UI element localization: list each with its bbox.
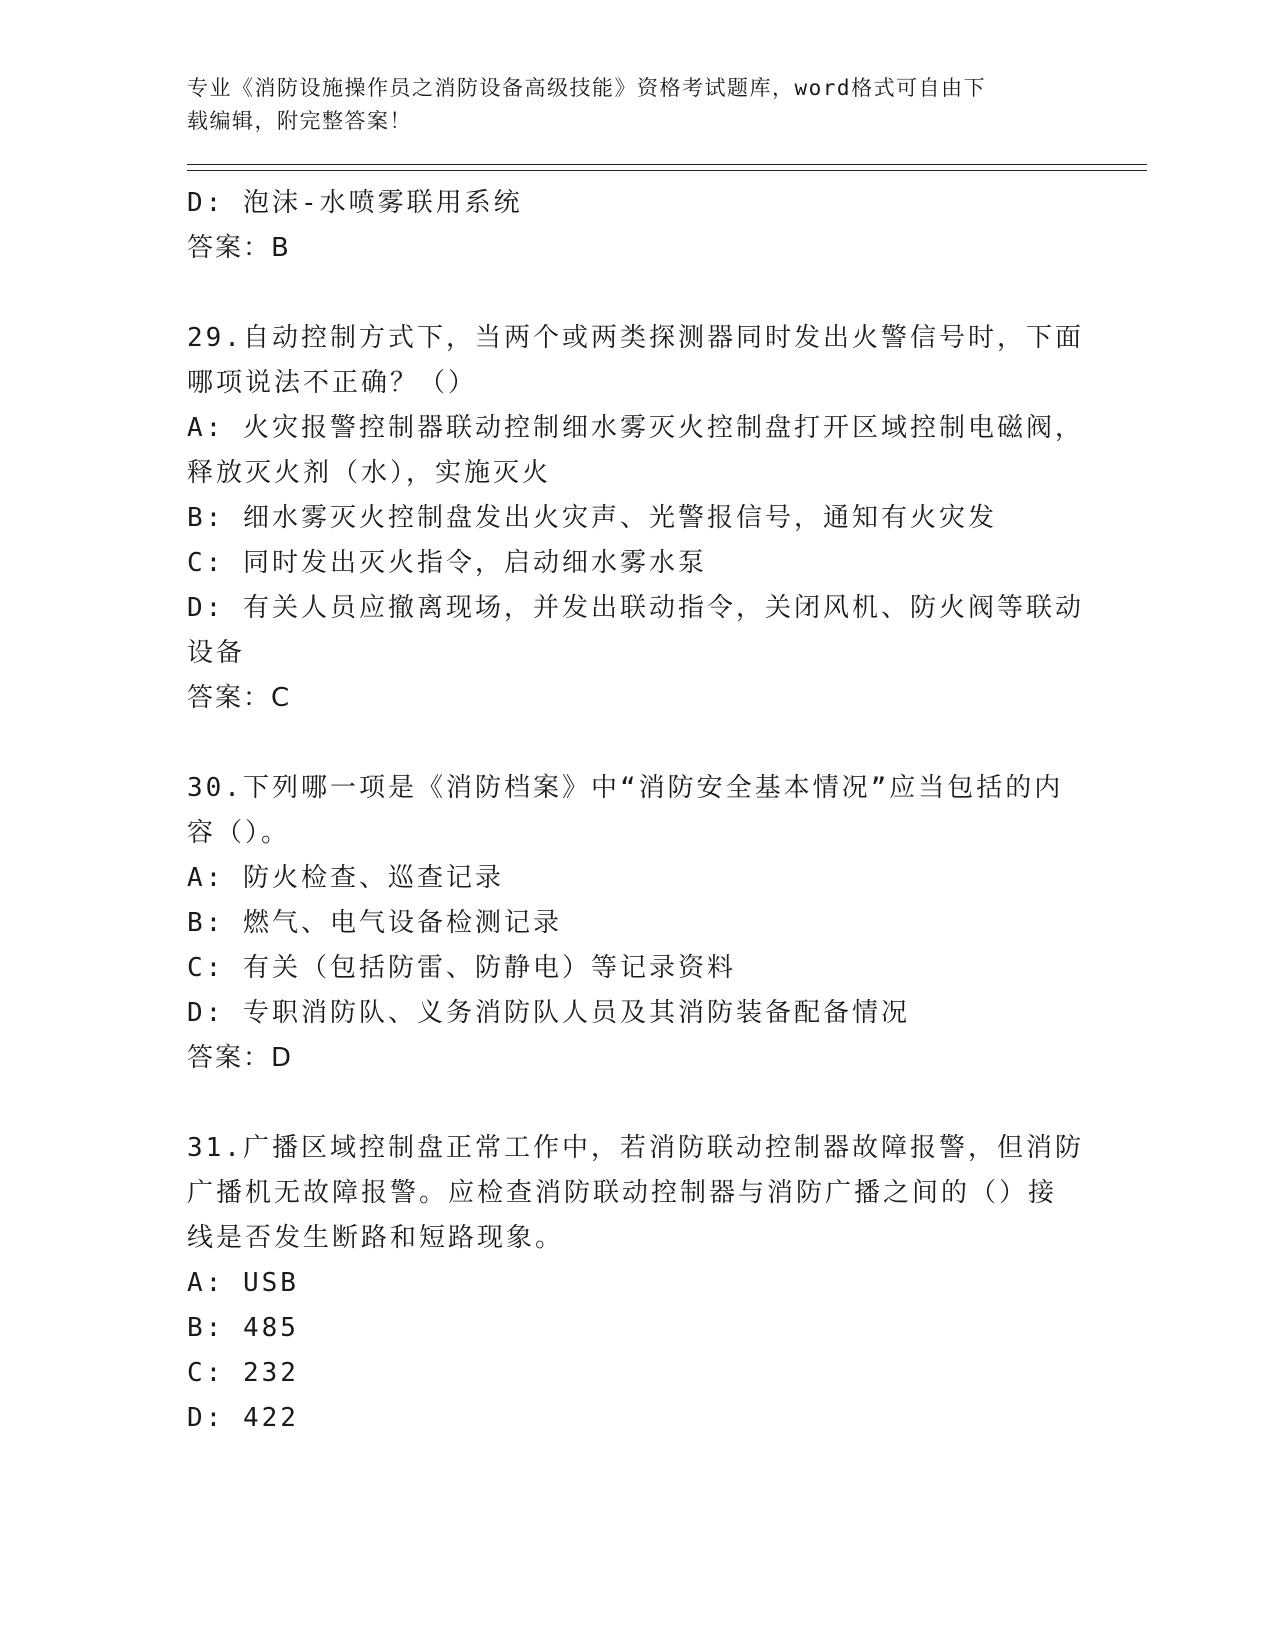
option-c: C: 有关（包括防雷、防静电）等记录资料 bbox=[187, 953, 736, 983]
question-30 bbox=[187, 766, 1147, 1081]
option-a: A: 防火检查、巡查记录 bbox=[187, 863, 504, 893]
option-a: A: 火灾报警控制器联动控制细水雾灭火控制盘打开区域控制电磁阀， bbox=[187, 413, 1084, 443]
answer-line: 答案：B bbox=[187, 233, 291, 263]
option-b: B: 细水雾灭火控制盘发出火灾声、光警报信号，通知有火灾发 bbox=[187, 503, 997, 533]
option-d: 设备 bbox=[187, 638, 246, 668]
question-29 bbox=[187, 316, 1147, 721]
option-a: 释放灭火剂（水），实施灭火 bbox=[187, 458, 552, 488]
question-stem: 29.自动控制方式下，当两个或两类探测器同时发出火警信号时，下面 bbox=[187, 323, 1084, 353]
answer-line: 答案：C bbox=[187, 683, 292, 713]
option-d: D: 有关人员应撤离现场，并发出联动指令，关闭风机、防火阀等联动 bbox=[187, 593, 1084, 623]
document-page bbox=[187, 72, 1147, 1441]
option-a: A: USB bbox=[187, 1268, 299, 1298]
option-d: D: 422 bbox=[187, 1403, 299, 1433]
question-stem: 31.广播区域控制盘正常工作中，若消防联动控制器故障报警，但消防 bbox=[187, 1133, 1084, 1163]
header-line-2: 载编辑，附完整答案！ bbox=[187, 109, 412, 133]
document-header bbox=[187, 72, 1067, 138]
option-c: C: 同时发出灭火指令，启动细水雾水泵 bbox=[187, 548, 707, 578]
header-line-1: 专业《消防设施操作员之消防设备高级技能》资格考试题库，word格式可自由下 bbox=[187, 76, 987, 100]
question-stem: 哪项说法不正确？（） bbox=[187, 368, 478, 398]
answer-line: 答案：D bbox=[187, 1043, 294, 1073]
question-stem: 容（）。 bbox=[187, 818, 291, 848]
question-stem: 线是否发生断路和短路现象。 bbox=[187, 1223, 565, 1253]
option-d: D: 专职消防队、义务消防队人员及其消防装备配备情况 bbox=[187, 998, 910, 1028]
question-stem: 广播机无故障报警。应检查消防联动控制器与消防广播之间的（）接 bbox=[187, 1178, 1058, 1208]
question-stem: 30.下列哪一项是《消防档案》中“消防安全基本情况”应当包括的内 bbox=[187, 773, 1064, 803]
option-d: D: 泡沫-水喷雾联用系统 bbox=[187, 188, 523, 218]
option-b: B: 燃气、电气设备检测记录 bbox=[187, 908, 562, 938]
header-divider bbox=[187, 164, 1147, 171]
question-content bbox=[187, 181, 1147, 1441]
question-31 bbox=[187, 1126, 1147, 1441]
option-b: B: 485 bbox=[187, 1313, 299, 1343]
option-c: C: 232 bbox=[187, 1358, 299, 1388]
